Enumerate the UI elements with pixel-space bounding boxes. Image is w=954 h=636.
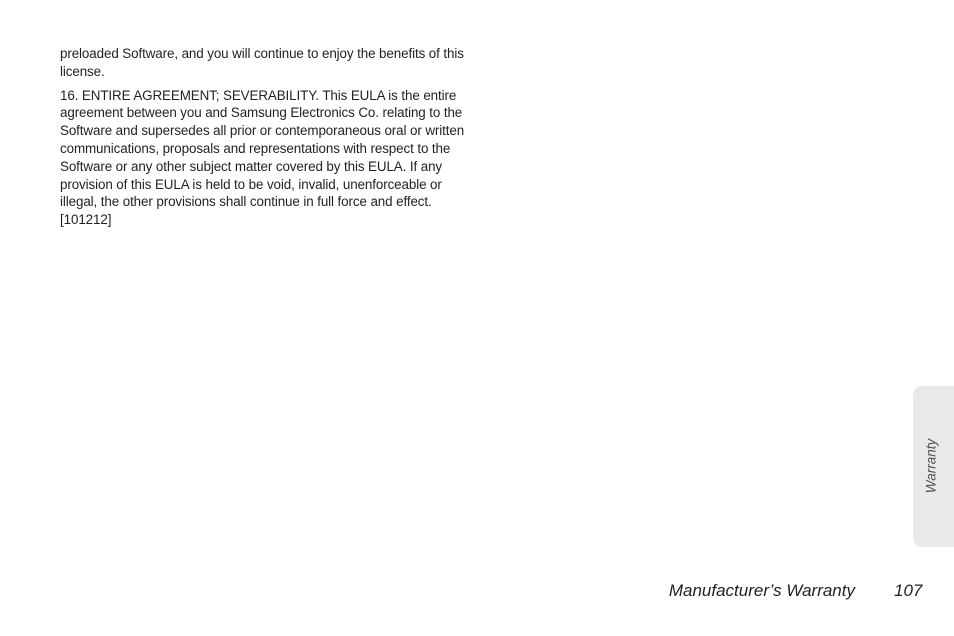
- footer-section-title: Manufacturer’s Warranty: [668, 581, 855, 600]
- body-text-column: [60, 45, 470, 235]
- section-side-tab-label: Warranty: [923, 438, 939, 494]
- footer-page-number: 107: [894, 581, 923, 600]
- paragraph-license-continuation: preloaded Software, and you will continue to enjoy the benefits of this license.: [60, 46, 464, 79]
- paragraph-entire-agreement: 16. ENTIRE AGREEMENT; SEVERABILITY. This EULA is the entire agreement between you and Samsung Electronics Co. relating to the Software and supersedes all prior or contemporaneous oral or written communications, proposals and representations with respect to the Software or any other subject matter covered by this EULA. If any provision of this EULA is held to be void, invalid, unenforceable or illegal, the other provisions shall continue in full force and effect. [101212]: [60, 87, 465, 228]
